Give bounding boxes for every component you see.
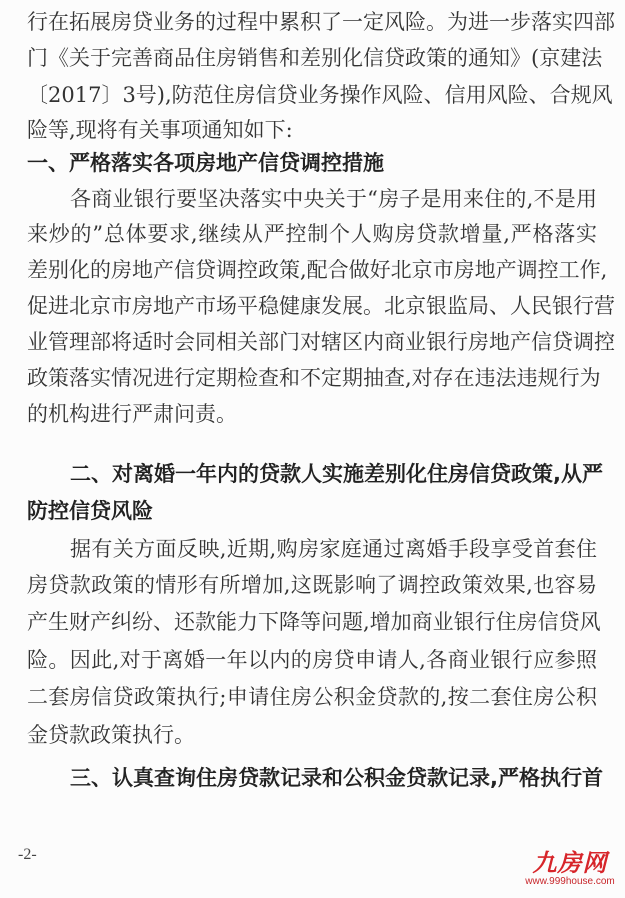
watermark xyxy=(520,850,620,888)
watermark-url: www.999house.com xyxy=(525,876,615,887)
section-heading: 二、对离婚一年内的贷款人实施差别化住房信贷政策,从严 xyxy=(70,462,603,486)
body-text-line: 政策落实情况进行定期检查和不定期抽查,对存在违法违规行为 xyxy=(27,366,601,390)
body-text-line: 〔2017〕3号),防范住房信贷业务操作风险、信用风险、合规风 xyxy=(27,83,613,107)
section-heading: 一、严格落实各项房地产信贷调控措施 xyxy=(27,151,384,175)
page-number: -2- xyxy=(18,846,37,863)
body-text-line: 据有关方面反映,近期,购房家庭通过离婚手段享受首套住 xyxy=(70,537,597,561)
body-text-line: 各商业银行要坚决落实中央关于“房子是用来住的,不是用 xyxy=(70,187,597,211)
watermark-logo: 九房网 xyxy=(532,849,608,877)
section-heading: 三、认真查询住房贷款记录和公积金贷款记录,严格执行首 xyxy=(70,766,603,790)
body-text-line: 产生财产纠纷、还款能力下降等问题,增加商业银行住房信贷风 xyxy=(27,610,601,634)
body-text-line: 促进北京市房地产市场平稳健康发展。北京银监局、人民银行营 xyxy=(27,294,615,318)
body-text-line: 业管理部将适时会同相关部门对辖区内商业银行房地产信贷调控 xyxy=(27,330,615,354)
body-text-line: 来炒的”总体要求,继续从严控制个人购房贷款增量,严格落实 xyxy=(27,222,597,246)
body-text-line: 行在拓展房贷业务的过程中累积了一定风险。为进一步落实四部 xyxy=(27,10,615,34)
body-text-line: 险等,现将有关事项通知如下: xyxy=(27,118,293,142)
body-text-line: 二套房信贷政策执行;申请住房公积金贷款的,按二套住房公积 xyxy=(27,685,597,709)
body-text-line: 的机构进行严肃问责。 xyxy=(27,402,237,426)
body-text-line: 金贷款政策执行。 xyxy=(27,723,195,747)
section-heading: 防控信贷风险 xyxy=(27,499,153,523)
body-text-line: 门《关于完善商品住房销售和差别化信贷政策的通知》(京建法 xyxy=(27,46,603,70)
body-text-line: 险。因此,对于离婚一年以内的房贷申请人,各商业银行应参照 xyxy=(27,648,597,672)
body-text-line: 差别化的房地产信贷调控政策,配合做好北京市房地产调控工作, xyxy=(27,258,608,282)
body-text-line: 房贷款政策的情形有所增加,这既影响了调控政策效果,也容易 xyxy=(27,573,597,597)
